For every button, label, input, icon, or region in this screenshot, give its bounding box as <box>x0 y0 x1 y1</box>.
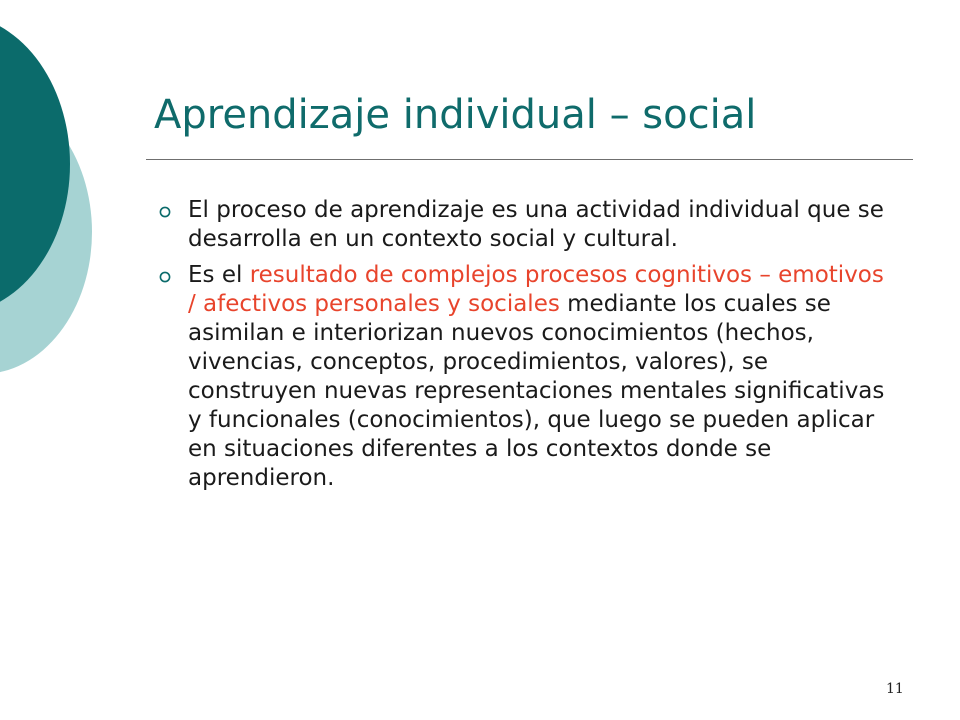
page-number: 11 <box>886 681 904 697</box>
bullet-text-highlight: resultado de complejos procesos cognitivos – emotivos / afectivos personales y sociales <box>188 262 884 317</box>
bullet-item <box>154 261 894 493</box>
hollow-circle-icon <box>159 206 171 218</box>
hollow-circle-icon <box>159 271 171 283</box>
slide-title: Aprendizaje individual – social <box>154 92 757 138</box>
bullet-text-prefix: Es el <box>188 262 250 288</box>
title-divider <box>146 159 913 160</box>
bullet-text-suffix: mediante los cuales se asimilan e interiorizan nuevos conocimientos (hechos, vivencias, conceptos, procedimientos, valores), se construyen nuevas representaciones mentales significativas y funcionales (conocimientos), que luego se pueden aplicar en situaciones diferentes a los contextos donde se aprendieron. <box>188 291 885 491</box>
bullet-text: El proceso de aprendizaje es una actividad individual que se desarrolla en un contexto social y cultural. <box>188 197 884 252</box>
bullet-item <box>154 196 894 254</box>
bullet-list <box>154 196 894 500</box>
